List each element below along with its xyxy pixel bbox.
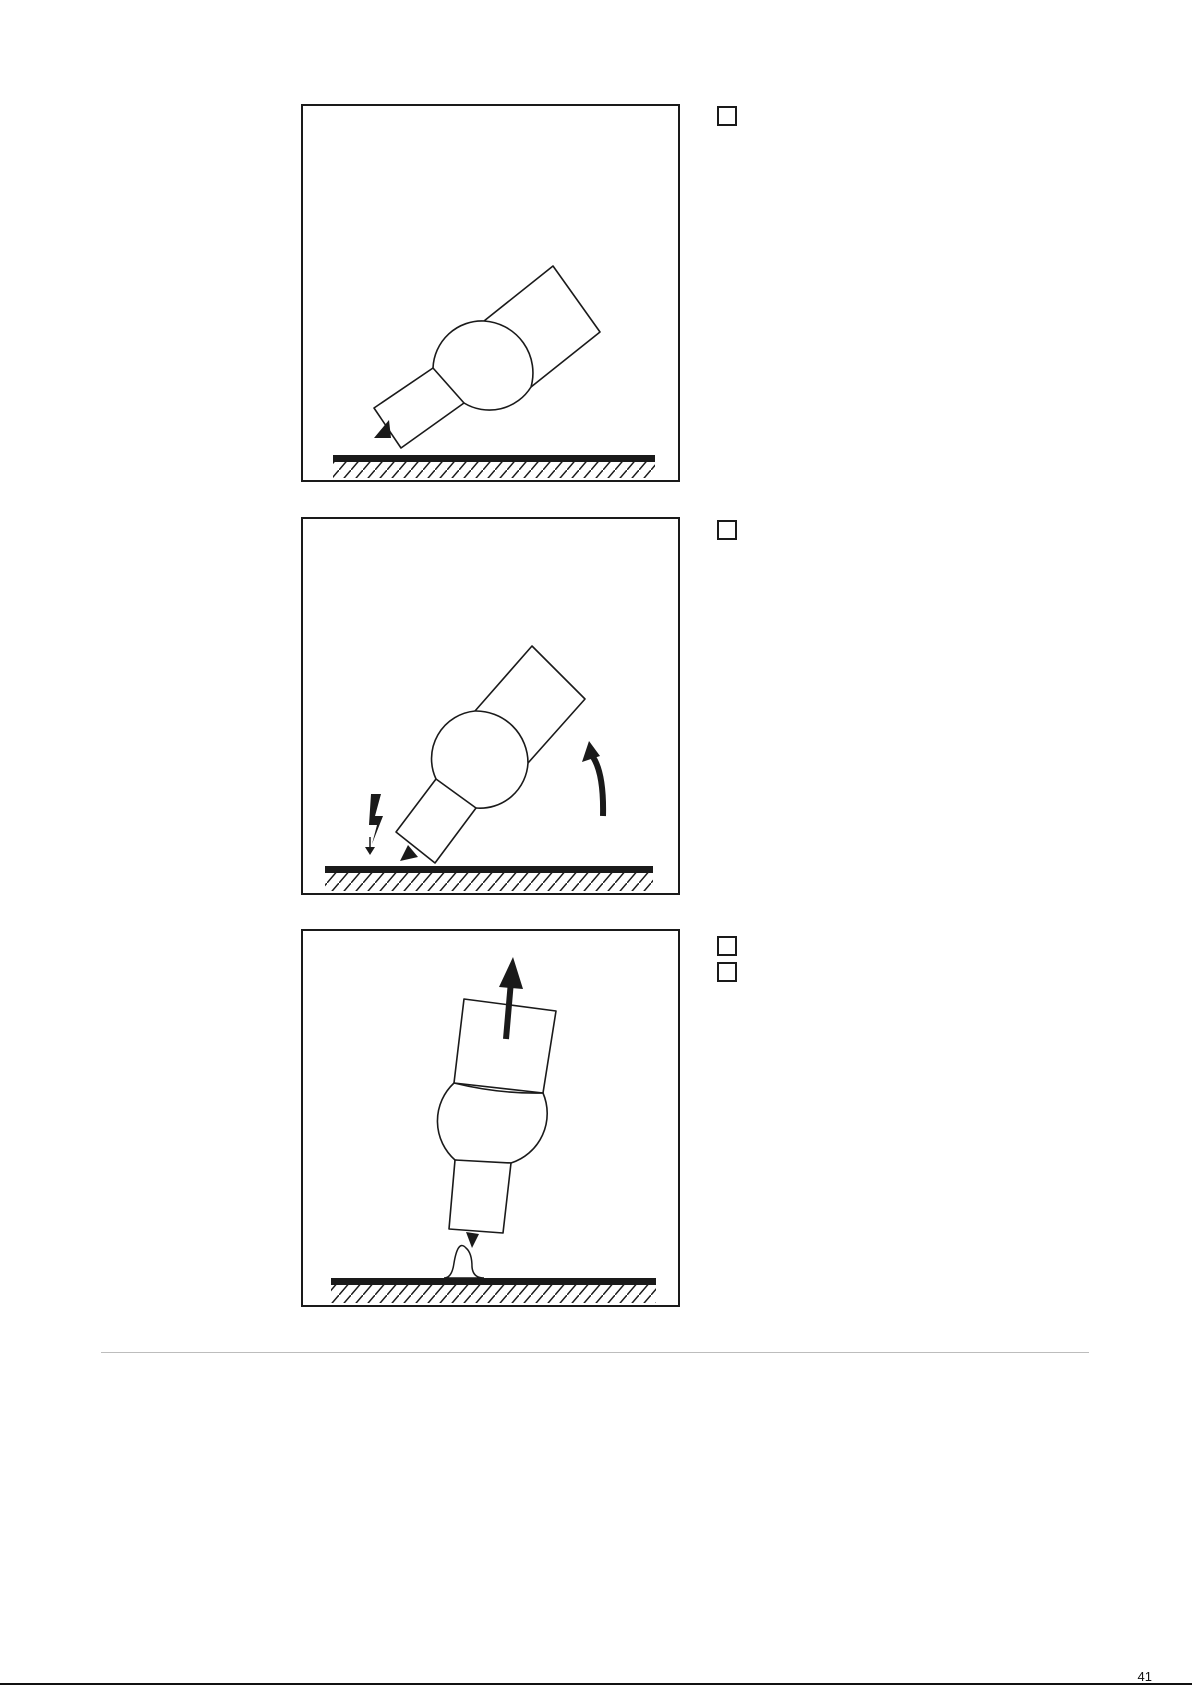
torch-tilted-diagram: [303, 106, 678, 480]
torch: [374, 266, 600, 448]
arc-weld-pool: [444, 1246, 484, 1278]
lightning-icon: [365, 794, 383, 855]
workpiece-hatching: [331, 1285, 656, 1303]
torch-body-bulb: [437, 1083, 547, 1163]
curved-arrow-icon: [582, 741, 603, 816]
torch-nozzle: [449, 1160, 511, 1233]
step-4-checkbox[interactable]: [717, 962, 737, 982]
workpiece-hatching: [333, 462, 655, 478]
workpiece-plate: [333, 455, 655, 462]
step-2-illustration: [301, 517, 680, 895]
electrode-tip: [374, 420, 391, 438]
workpiece-plate: [325, 866, 653, 873]
torch-handle: [454, 999, 556, 1093]
torch: [437, 999, 556, 1233]
electrode-tip: [466, 1232, 479, 1248]
step-3-checkbox[interactable]: [717, 936, 737, 956]
workpiece-hatching: [325, 873, 653, 891]
torch-lifted-diagram: [303, 931, 678, 1305]
page-number: 41: [1137, 1669, 1152, 1684]
step-3-illustration: [301, 929, 680, 1307]
workpiece-plate: [331, 1278, 656, 1285]
torch: [396, 646, 585, 863]
section-divider: [101, 1352, 1089, 1353]
torch-rotating-diagram: [303, 519, 678, 893]
step-1-illustration: [301, 104, 680, 482]
step-1-checkbox[interactable]: [717, 106, 737, 126]
step-2-checkbox[interactable]: [717, 520, 737, 540]
